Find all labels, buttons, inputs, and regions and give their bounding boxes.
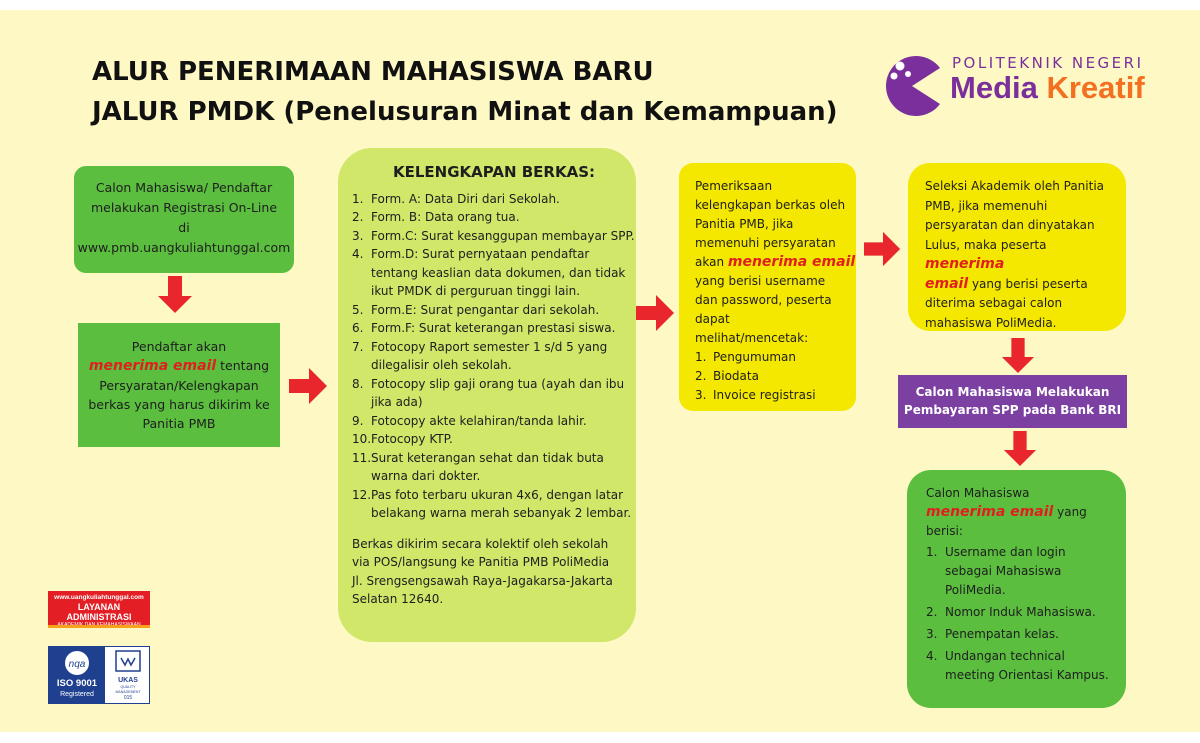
berkas-footer-line: Selatan 12640. — [352, 592, 444, 606]
step2-email-box — [78, 323, 280, 447]
step2-line2-rest: tentang — [216, 358, 270, 373]
iso-certification-badge — [48, 646, 150, 704]
step6-item-text — [945, 647, 1109, 685]
berkas-item-line: Form.E: Surat pengantar dari sekolah. — [371, 302, 600, 317]
berkas-item-text — [371, 412, 587, 431]
diagram-canvas — [0, 10, 1200, 732]
berkas-item-text — [371, 208, 520, 227]
step5-line2: Pembayaran SPP pada Bank BRI — [903, 403, 1122, 417]
berkas-item-number: 11. — [352, 450, 372, 465]
berkas-item-text — [371, 301, 599, 320]
logo-kreatif: Kreatif — [1046, 70, 1145, 105]
berkas-item-line: Fotocopy slip gaji orang tua (ayah dan ibu — [371, 376, 625, 391]
berkas-list-item — [352, 208, 636, 227]
step3-item-text: Pengumuman — [713, 350, 796, 364]
step4-line: mahasiswa PoliMedia. — [925, 315, 1057, 330]
berkas-list-item — [352, 412, 636, 431]
step3-email-line — [695, 253, 856, 272]
berkas-list-item — [352, 449, 636, 486]
step6-item-line: Undangan technical — [945, 649, 1065, 663]
step6-item-line: meeting Orientasi Kampus. — [945, 668, 1109, 682]
page-title-line2: JALUR PMDK (Penelusuran Minat dan Kemampuan) — [92, 97, 838, 127]
logo-name — [950, 70, 1145, 106]
step5-pembayaran-box — [898, 375, 1127, 428]
berkas-list-item — [352, 486, 636, 523]
berkas-list — [352, 190, 636, 523]
step6-item-line: PoliMedia. — [945, 583, 1006, 597]
arrow-right-icon — [636, 293, 676, 333]
polimedia-logo — [880, 54, 1180, 124]
logo-media: Media — [950, 70, 1038, 105]
berkas-item-number: 12. — [352, 487, 372, 502]
berkas-item-text — [371, 375, 624, 412]
berkas-item-text — [371, 190, 560, 209]
step4-line: PMB, jika memenuhi — [925, 198, 1048, 213]
berkas-item-number: 10. — [352, 432, 372, 446]
berkas-item-text — [371, 338, 607, 375]
pacman-logo-icon — [880, 54, 944, 118]
nqa-label: nqa — [68, 659, 86, 670]
step2-email-emphasis: menerima email — [88, 358, 217, 374]
step1-line3: di — [178, 220, 190, 235]
berkas-item-number: 7. — [352, 339, 364, 354]
step6-after-email: yang berisi: — [926, 505, 1087, 538]
step6-item-number: 2. — [926, 605, 938, 619]
step2-line4: berkas yang harus dikirim ke — [88, 397, 270, 412]
step4-seleksi-box — [908, 163, 1126, 331]
step3-pemeriksaan-box — [679, 163, 856, 411]
arrow-right-icon — [289, 366, 329, 406]
kelengkapan-berkas-box — [338, 148, 636, 642]
berkas-footer-line: Berkas dikirim secara kolektif oleh sekolah — [352, 536, 609, 551]
arrow-down-icon — [156, 276, 194, 314]
ukas-crown-icon — [115, 650, 141, 672]
step6-list-item — [926, 647, 1126, 685]
step3-item-text: Biodata — [713, 369, 759, 383]
berkas-item-number: 8. — [352, 376, 364, 391]
arrow-down-icon — [1002, 430, 1038, 468]
step6-list-item — [926, 625, 1126, 644]
step4-lulus-line — [925, 236, 1126, 275]
berkas-footer — [352, 535, 636, 609]
step6-item-text — [945, 603, 1096, 622]
step6-email-line — [926, 503, 1126, 541]
arrow-down-icon — [1000, 337, 1036, 375]
berkas-item-line: ikut PMDK di perguruan tinggi lain. — [371, 284, 581, 298]
berkas-item-number: 9. — [352, 413, 364, 428]
berkas-item-line: Surat keterangan sehat dan tidak buta — [371, 450, 604, 465]
step6-item-text — [945, 543, 1066, 600]
step3-line: yang berisi username — [695, 274, 826, 288]
step1-line2: melakukan Registrasi On-Line — [90, 200, 278, 215]
berkas-item-line: Fotocopy KTP. — [371, 432, 453, 446]
berkas-item-line: dilegalisir oleh sekolah. — [371, 358, 512, 372]
berkas-item-line: Fotocopy Raport semester 1 s/d 5 yang — [371, 339, 608, 354]
iso-registered: Registered — [60, 691, 94, 698]
step4-text-after — [925, 294, 1126, 333]
berkas-item-line: Fotocopy akte kelahiran/tanda lahir. — [371, 413, 587, 428]
arrow-right-icon — [864, 230, 902, 268]
step6-item-line: Username dan login — [945, 545, 1066, 559]
step4-line: diterima sebagai calon — [925, 296, 1063, 310]
step1-line1: Calon Mahasiswa/ Pendaftar — [95, 180, 273, 195]
step3-text-before — [695, 177, 856, 253]
step4-text-before — [925, 177, 1126, 236]
step4-email-emphasis-2: email — [925, 275, 969, 292]
berkas-footer-line: via POS/langsung ke Panitia PMB PoliMedia — [352, 555, 610, 569]
step6-list — [926, 543, 1126, 685]
step4-email-emphasis-1: menerima — [925, 256, 1005, 272]
berkas-list-item — [352, 227, 636, 246]
berkas-item-text — [371, 486, 631, 523]
step6-item-line: Penempatan kelas. — [945, 627, 1059, 641]
step6-list-item — [926, 603, 1126, 622]
berkas-item-number: 5. — [352, 302, 364, 317]
step2-line1: Pendaftar akan — [131, 339, 227, 354]
berkas-item-number: 4. — [352, 247, 364, 261]
berkas-item-line: jika ada) — [371, 395, 423, 409]
berkas-item-text — [371, 227, 635, 246]
step3-item-text: Invoice registrasi — [713, 388, 816, 402]
step2-line3: Persyaratan/Kelengkapan — [99, 378, 259, 393]
step6-line1: Calon Mahasiswa — [926, 486, 1030, 500]
step4-email-line — [925, 275, 1126, 295]
step6-item-line: Nomor Induk Mahasiswa. — [945, 605, 1096, 619]
berkas-item-line: tentang keaslian data dokumen, dan tidak — [371, 265, 626, 280]
step6-list-item — [926, 543, 1126, 600]
step3-list-item — [695, 348, 856, 367]
step3-line: dan password, peserta — [695, 293, 832, 307]
berkas-item-line: belakang warna merah sebanyak 2 lembar. — [371, 506, 632, 520]
berkas-item-number: 2. — [352, 210, 364, 224]
berkas-item-line: Form.C: Surat kesanggupan membayar SPP. — [371, 228, 635, 243]
berkas-list-item — [352, 430, 636, 449]
step3-line: Panitia PMB, jika — [695, 217, 794, 231]
iso-label: ISO 9001 — [56, 678, 98, 689]
berkas-list-item — [352, 301, 636, 320]
step5-line1: Calon Mahasiswa Melakukan — [915, 385, 1110, 399]
step1-line4: www.pmb.uangkuliahtunggal.com — [77, 240, 291, 255]
step6-hasil-box — [907, 470, 1126, 708]
step6-item-number: 1. — [926, 545, 938, 559]
step3-list-item — [695, 386, 856, 405]
berkas-item-line: Form.F: Surat keterangan prestasi siswa. — [371, 321, 616, 335]
berkas-item-number: 1. — [352, 191, 364, 206]
ukas-panel — [109, 650, 147, 702]
step3-line: memenuhi persyaratan — [695, 236, 836, 250]
step3-line: Pemeriksaan — [695, 179, 773, 193]
berkas-item-line: Form.D: Surat pernyataan pendaftar — [371, 247, 590, 261]
berkas-list-item — [352, 375, 636, 412]
berkas-item-line: Form. A: Data Diri dari Sekolah. — [371, 191, 560, 206]
step6-item-line: sebagai Mahasiswa — [945, 564, 1062, 578]
step6-item-text — [945, 625, 1059, 644]
badge-url: www.uangkuliahtunggal.com — [54, 594, 144, 601]
layanan-administrasi-badge — [48, 591, 150, 625]
berkas-item-text — [371, 430, 453, 449]
step6-item-number: 4. — [926, 649, 938, 663]
berkas-item-number: 3. — [352, 228, 364, 243]
step4-lulus: Lulus, maka peserta — [925, 237, 1047, 252]
berkas-item-line: Pas foto terbaru ukuran 4x6, dengan latar — [371, 487, 624, 502]
badge-main: LAYANAN ADMINISTRASI — [66, 602, 132, 622]
step3-item-number: 1. — [695, 350, 707, 364]
berkas-item-number: 6. — [352, 321, 364, 335]
berkas-list-item — [352, 190, 636, 209]
berkas-item-line: warna dari dokter. — [371, 469, 481, 483]
step3-line: dapat — [695, 312, 730, 326]
berkas-item-text — [371, 319, 615, 338]
step3-akan: akan — [695, 255, 728, 269]
step4-line: Seleksi Akademik oleh Panitia — [925, 179, 1105, 193]
berkas-list-item — [352, 245, 636, 301]
step3-list — [695, 348, 856, 405]
step4-after-email: yang berisi peserta — [968, 276, 1088, 291]
step4-line: persyaratan dan dinyatakan — [925, 218, 1095, 232]
step3-list-item — [695, 367, 856, 386]
berkas-list-item — [352, 319, 636, 338]
step3-line: melihat/mencetak: — [695, 331, 809, 345]
page-title-line1: ALUR PENERIMAAN MAHASISWA BARU — [92, 57, 654, 87]
berkas-item-line: Form. B: Data orang tua. — [371, 210, 520, 224]
step6-item-number: 3. — [926, 627, 938, 641]
logo-top-text: POLITEKNIK NEGERI — [952, 54, 1144, 72]
berkas-item-text — [371, 449, 604, 486]
step6-email-emphasis: menerima email — [926, 504, 1054, 520]
step2-line2 — [78, 356, 280, 376]
badge-underline — [48, 625, 150, 628]
ukas-number: 015 — [123, 695, 133, 701]
step3-item-number: 3. — [695, 388, 707, 402]
step2-line5: Panitia PMB — [142, 416, 216, 431]
berkas-list-item — [352, 338, 636, 375]
berkas-heading: KELENGKAPAN BERKAS: — [392, 163, 596, 181]
iso-left-panel — [49, 647, 105, 703]
step1-registration-box — [74, 166, 294, 273]
berkas-footer-line: Jl. Srengsengsawah Raya-Jagakarsa-Jakarta — [352, 573, 613, 588]
berkas-item-text — [371, 245, 625, 301]
nqa-icon — [49, 649, 105, 679]
step3-line: kelengkapan berkas oleh — [695, 198, 846, 212]
ukas-label: UKAS — [118, 677, 138, 684]
step3-email-emphasis: menerima email — [727, 254, 856, 270]
step3-item-number: 2. — [695, 369, 707, 383]
step3-text-after — [695, 272, 856, 348]
ukas-sub: QUALITY MANAGEMENT — [115, 685, 141, 694]
